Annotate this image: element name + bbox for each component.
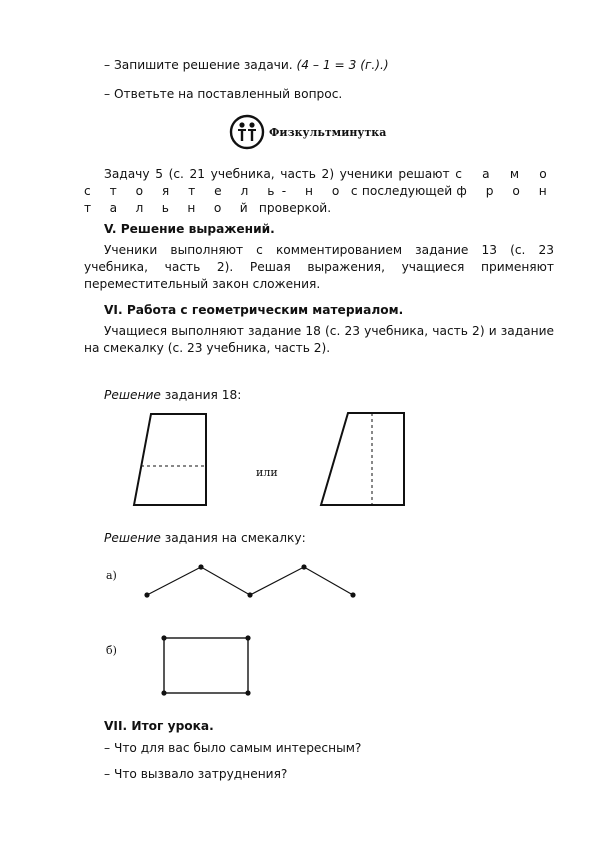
label-b: б) xyxy=(106,644,117,657)
banner-title: Физкультминутка xyxy=(269,125,387,139)
task5-spaced1: с а м о с т о я т е л ь- н о xyxy=(84,167,554,198)
section6-paragraph xyxy=(84,323,554,357)
rectangle-figure xyxy=(158,632,254,698)
label-a: а) xyxy=(106,569,117,582)
task5-part2: с последующей xyxy=(346,184,457,198)
or-label: или xyxy=(256,466,278,479)
section6-heading: VI. Работа с геометрическим материалом. xyxy=(104,303,404,317)
figures-icon xyxy=(229,114,265,150)
question-2: – Что вызвало затруднения? xyxy=(104,767,288,781)
task5-part3: проверкой. xyxy=(255,201,332,215)
solution18-rest: задания 18: xyxy=(160,388,242,402)
zigzag-figure xyxy=(140,560,360,602)
instruction-line-2: – Ответьте на поставленный вопрос. xyxy=(104,87,343,101)
section5-heading: V. Решение выражений. xyxy=(104,222,275,236)
section5-text: Ученики выполняют с комментированием задание 13 (с. 23 учебника, часть 2). Решая выражения, учащиеся применяют переместительный закон сложения. xyxy=(84,243,554,291)
section6-text: Учащиеся выполняют задание 18 (с. 23 учебника, часть 2) и задание на смекалку (с. 23 учебника, часть 2). xyxy=(84,324,554,355)
trapezoid-vertical-cut xyxy=(315,408,410,510)
puzzle-rest: задания на смекалку: xyxy=(160,531,306,545)
trapezoid-horizontal-cut xyxy=(120,408,210,508)
instruction-line-1 xyxy=(104,57,389,73)
solution18-italic: Решение xyxy=(104,388,161,402)
physical-break-banner xyxy=(229,112,419,152)
task5-paragraph xyxy=(84,166,554,217)
answer-text: (4 – 1 = 3 (г.).) xyxy=(296,58,389,72)
solution18-label xyxy=(104,387,241,403)
section7-heading: VII. Итог урока. xyxy=(104,719,214,733)
task5-part1: Задачу 5 (с. 21 учебника, часть 2) ученики решают xyxy=(104,167,456,181)
task5-spaced2: ф р о н т а л ь н о й xyxy=(84,184,554,215)
section5-paragraph xyxy=(84,242,554,293)
puzzle-label xyxy=(104,530,306,546)
question-1: – Что для вас было самым интересным? xyxy=(104,741,362,755)
instruction-text: – Запишите решение задачи. xyxy=(104,58,297,72)
puzzle-italic: Решение xyxy=(104,531,161,545)
